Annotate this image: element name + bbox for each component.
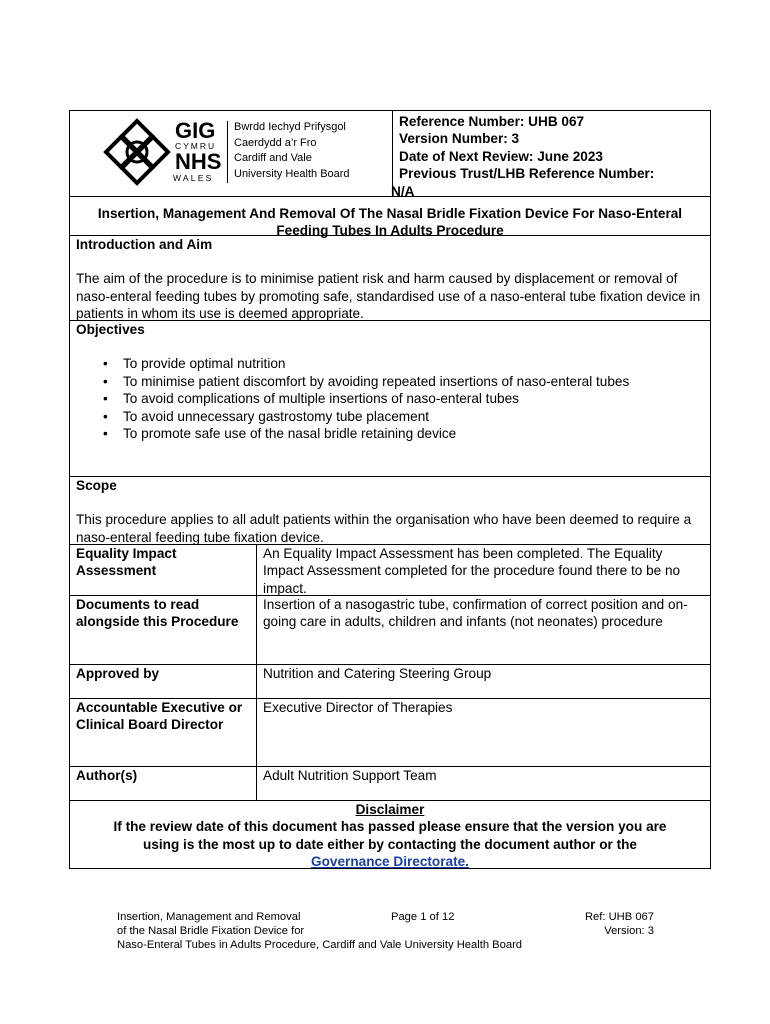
row-label: Equality Impact Assessment (70, 545, 257, 595)
next-review-date: Date of Next Review: June 2023 (399, 148, 603, 164)
table-row (69, 545, 711, 596)
scope-section (69, 477, 711, 545)
list-item: • To avoid unnecessary gastrostomy tube placement (123, 408, 704, 425)
logo-board-names (234, 120, 350, 182)
footer-version: Version: 3 (604, 925, 654, 937)
list-item: • To minimise patient discomfort by avoiding repeated insertions of naso-enteral tubes (123, 373, 704, 390)
row-value: Insertion of a nasogastric tube, confirmation of correct position and on-going care in adults, children and infants (not neonates) procedure (263, 597, 688, 630)
reference-number: Reference Number: UHB 067 (399, 114, 585, 129)
logo-cymru: CYMRU (175, 141, 217, 151)
table-row (69, 767, 711, 801)
row-label: Author(s) (70, 767, 257, 800)
disclaimer-heading: Disclaimer (355, 802, 425, 817)
celtic-knot-icon (102, 117, 172, 187)
footer-title-2: of the Nasal Bridle Fixation Device for (117, 925, 305, 937)
intro-text: The aim of the procedure is to minimise patient risk and harm caused by displacement or removal of naso-enteral feeding tubes by promoting safe, standardised use of a naso-enteral tube fixation device in patients in whom its use is deemed appropriate. (76, 271, 701, 322)
objectives-section (69, 321, 711, 477)
row-value: Nutrition and Catering Steering Group (263, 666, 492, 681)
logo-nhs: NHS (175, 149, 222, 174)
list-item: • To avoid complications of multiple insertions of naso-enteral tubes (123, 390, 704, 407)
previous-reference: Previous Trust/LHB Reference Number: (399, 166, 655, 182)
row-value: An Equality Impact Assessment has been completed. The Equality Impact Assessment completed for the procedure found there to be no impact. (263, 546, 681, 596)
row-label: Documents to read alongside this Procedure (70, 596, 257, 664)
footer-title-3: Naso-Enteral Tubes in Adults Procedure, Cardiff and Vale University Health Board (117, 939, 523, 951)
row-value: Adult Nutrition Support Team (263, 768, 437, 783)
previous-reference-value: N/A (391, 183, 415, 199)
logo (70, 111, 393, 196)
row-label: Accountable Executive or Clinical Board Director (70, 699, 257, 766)
logo-wales: WALES (173, 173, 214, 183)
version-number: Version Number: 3 (399, 131, 520, 147)
list-item: • To promote safe use of the nasal bridle retaining device (123, 425, 704, 442)
disclaimer-line-1: If the review date of this document has passed please ensure that the version you are (113, 819, 667, 835)
board-line: Cardiff and Vale (234, 152, 312, 164)
page-footer (117, 910, 654, 952)
document (69, 110, 711, 869)
governance-directorate-link[interactable]: Governance Directorate. (311, 854, 469, 869)
board-line: Caerdydd a’r Fro (234, 136, 317, 149)
footer-ref: Ref: UHB 067 (584, 911, 654, 923)
board-line: University Health Board (234, 167, 350, 180)
document-title: Insertion, Management And Removal Of The Nasal Bridle Fixation Device For Naso-Enteral Feeding Tubes In Adults Procedure (69, 197, 711, 236)
header-row (69, 110, 711, 197)
row-label: Approved by (70, 665, 257, 698)
intro-section (69, 236, 711, 321)
board-line: Bwrdd Iechyd Prifysgol (234, 121, 346, 133)
disclaimer-line-2: using is the most up to date either by contacting the document author or the (143, 836, 637, 852)
table-row (69, 596, 711, 665)
table-row (69, 699, 711, 767)
scope-heading: Scope (76, 478, 117, 493)
list-item: • To provide optimal nutrition (123, 355, 704, 372)
objectives-list (76, 355, 704, 442)
table-row (69, 665, 711, 699)
row-value: Executive Director of Therapies (263, 700, 453, 715)
footer-title-1: Insertion, Management and Removal (117, 911, 301, 923)
footer-page-number: Page 1 of 12 (390, 911, 455, 923)
reference-block (391, 111, 710, 199)
intro-heading: Introduction and Aim (76, 237, 213, 252)
logo-gig: GIG (175, 118, 216, 143)
disclaimer-section (69, 801, 711, 869)
scope-text: This procedure applies to all adult patients within the organisation who have been deemed to require a naso-enteral feeding tube fixation device. (76, 512, 692, 545)
logo-divider (227, 121, 228, 183)
objectives-heading: Objectives (76, 322, 145, 337)
